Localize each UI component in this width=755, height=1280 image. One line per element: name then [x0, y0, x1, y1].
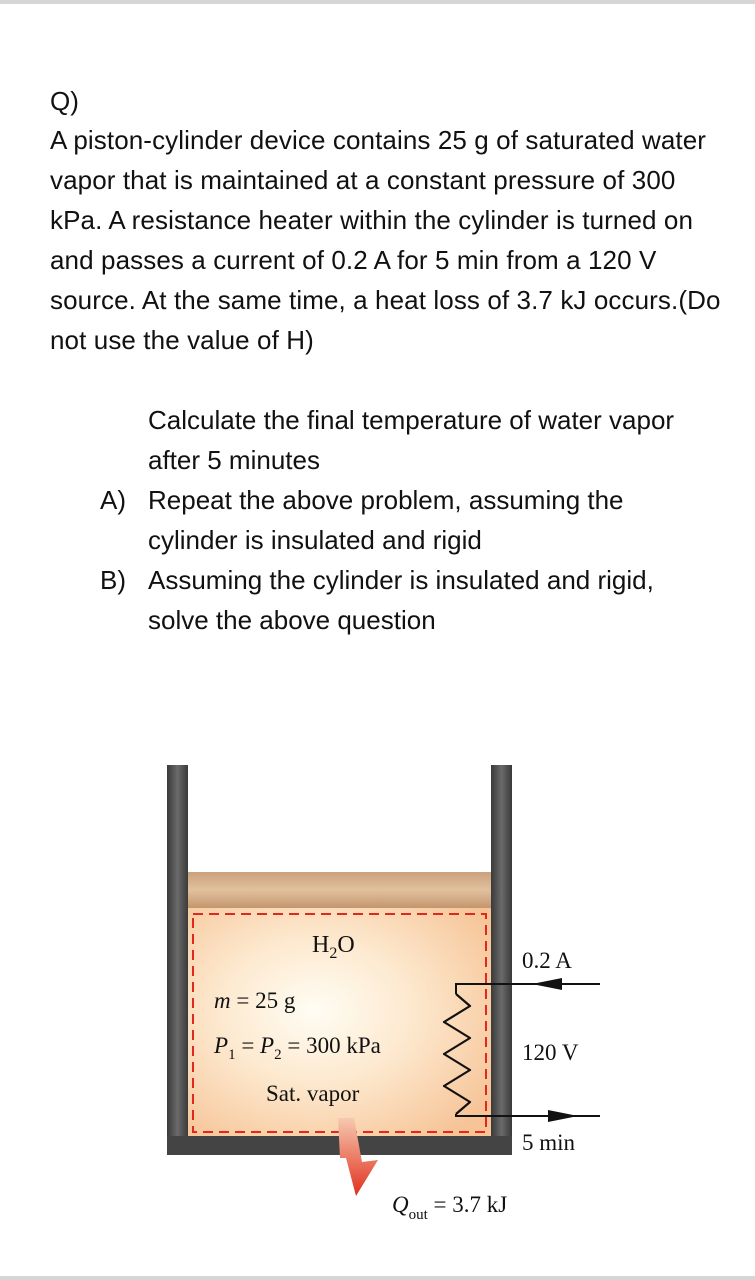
- cylinder-right-wall: [491, 765, 512, 1155]
- part-a-marker: A): [100, 485, 126, 515]
- part-b-text: Assuming the cylinder is insulated and rigid, solve the above question: [148, 565, 654, 635]
- current-label: 0.2 A: [522, 948, 572, 973]
- time-label: 5 min: [522, 1130, 576, 1155]
- question-text: A piston-cylinder device contains 25 g of saturated water vapor that is maintained at a constant pressure of 300 kPa. A resistance heater within the cylinder is turned on and passes a current of 0.2 A for 5 min from a 120 V source. At the same time, a heat loss of 3.7 kJ occurs.(Do not use the value of H): [50, 125, 721, 355]
- pressure-label: $P_1 = P_2 = 300$ kPa: [214, 1033, 381, 1063]
- question-label: Q): [50, 86, 79, 116]
- piston: [188, 872, 491, 908]
- substance-label: $H_2O$: [312, 932, 355, 962]
- heat-loss-label: $Q_{out} = 3.7$ kJ: [392, 1192, 508, 1223]
- intro-part: Calculate the final temperature of water vapor after 5 minutes: [148, 405, 675, 475]
- part-b-marker: B): [100, 565, 126, 595]
- mass-label: m = 25 g: [214, 988, 296, 1013]
- state-label: Sat. vapor: [266, 1081, 360, 1106]
- bottom-divider: [0, 1276, 755, 1280]
- cylinder-left-wall: [167, 765, 188, 1155]
- part-a-text: Repeat the above problem, assuming the cylinder is insulated and rigid: [148, 485, 624, 555]
- current-in-arrowhead: [532, 978, 562, 990]
- voltage-label: 120 V: [522, 1040, 579, 1065]
- current-out-arrowhead: [548, 1110, 578, 1122]
